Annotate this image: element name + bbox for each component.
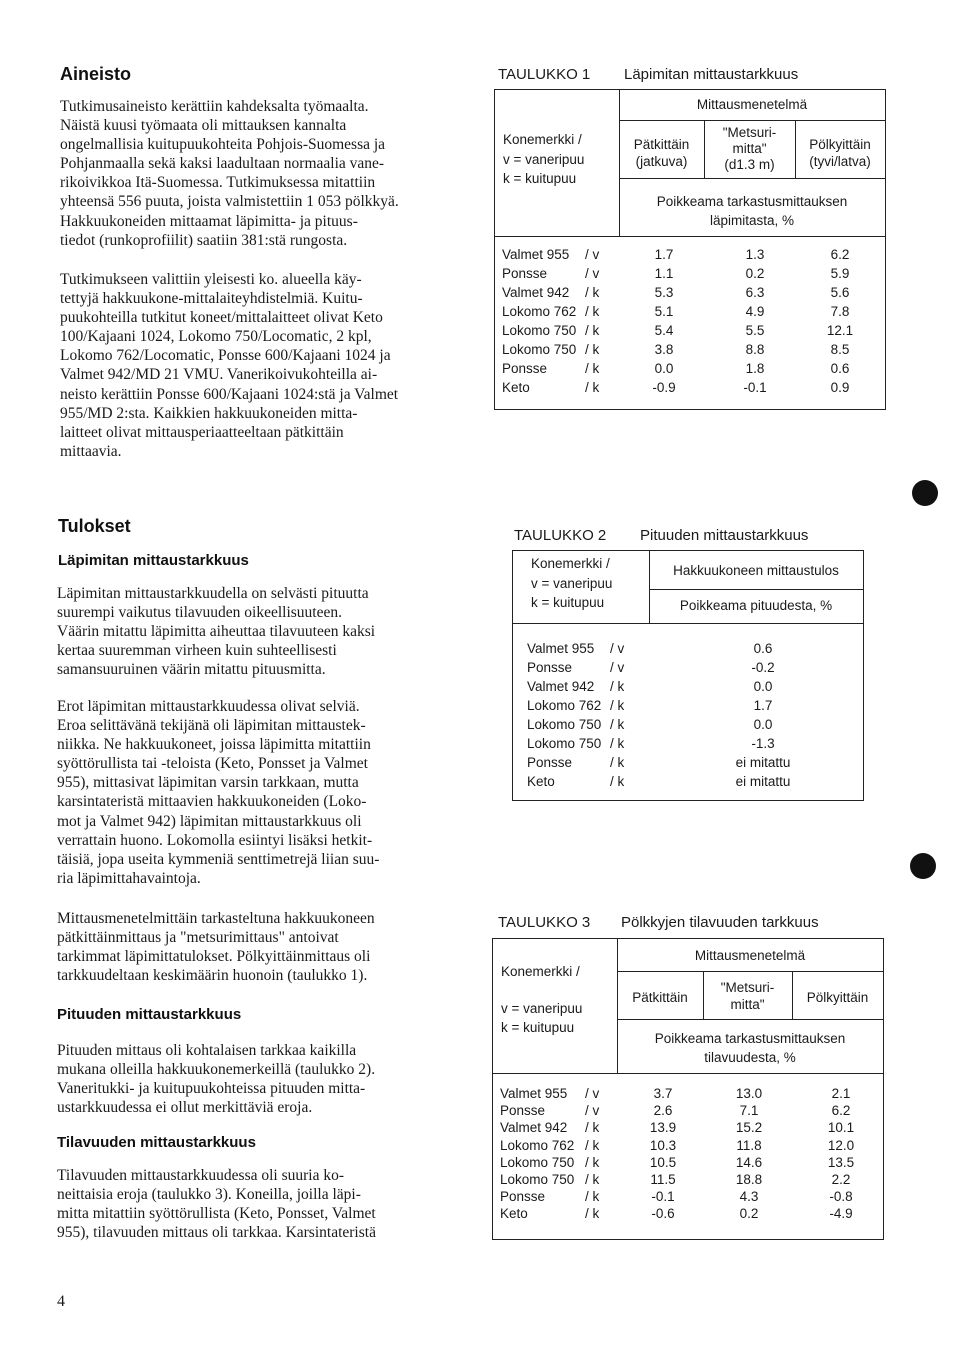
table2-type-column (610, 639, 640, 791)
tulokset-paragraph-5-line-3: mitta mitattiin syöttörullista (Keto, Ponsset, Valmet (57, 1205, 376, 1223)
table3-values-col-1-line-5: 10.5 (649, 1154, 677, 1170)
table3-values-col-1-line-2: 2.6 (653, 1103, 673, 1119)
table2-title: Pituuden mittaustarkkuus (640, 527, 809, 544)
table3-row-header-3: k = kuitupuu (501, 1020, 575, 1035)
tulokset-paragraph-5-line-2: neittaisia eroja (taulukko 3). Koneilla, joilla läpi- (57, 1186, 361, 1204)
aineisto-paragraph-2-line-5: Lokomo 762/Locomatic, Ponsse 600/Kajaani 1024 ja (60, 347, 391, 365)
aineisto-paragraph-1-line-8: tiedot (runkoprofiilit) saatiin 381:stä rungosta. (60, 231, 348, 249)
table2-values-column-line-5: 0.0 (753, 717, 773, 732)
table2-values-column-line-6: -1.3 (751, 736, 775, 751)
table2-row-header-line-2: v = vaneripuu (531, 575, 613, 591)
table3-values-col-2-line-3: 15.2 (735, 1120, 763, 1136)
tulokset-paragraph-4-line-3: Vaneritukki- ja kuitupuukohteissa pituuden mitta- (57, 1080, 366, 1098)
tulokset-paragraph-2-line-1: Erot läpimitan mittaustarkkuudessa olivat selviä. (57, 698, 360, 715)
tulokset-paragraph-2-line-5: 955), mittasivat läpimitan varsin tarkkaan, mutta (57, 774, 359, 792)
table3-type-column-line-4: / k (585, 1137, 600, 1153)
table1-values-col-1-line-1: 1.7 (654, 247, 674, 262)
tulokset-paragraph-3-line-2: pätkittäinmittaus ja "metsurimittaus" antoivat (57, 929, 339, 947)
table3-values-col-3-line-1: 2.1 (831, 1086, 851, 1101)
aineisto-paragraph-2-line-3: puukohteilla tutkitut koneet/mittalaitteet olivat Keto (60, 309, 383, 327)
aineisto-paragraph-2-line-9: laitteet olivat mittausperiaatteeltaan pätkittäin (60, 423, 344, 441)
table2-values-column-line-2: -0.2 (751, 660, 775, 675)
table1-values-col-1-line-2: 1.1 (654, 266, 674, 281)
section-title-aineisto: Aineisto (60, 64, 132, 84)
tulokset-paragraph-2 (57, 697, 451, 888)
table1 (494, 89, 886, 410)
table2-type-column-line-1: / v (610, 641, 625, 656)
table3-type-column-line-8: / k (585, 1206, 600, 1222)
table1-values-col-2-line-3: 6.3 (745, 285, 765, 300)
table3-values-col-3-line-4: 12.0 (827, 1137, 855, 1153)
table1-machine-column (502, 245, 582, 397)
table1-type-column-line-1: / v (585, 247, 600, 262)
table2-type-column-line-7: / k (610, 755, 625, 770)
table3-values-col-2-line-8: 0.2 (739, 1206, 759, 1222)
table1-values-col-1-line-3: 5.3 (654, 285, 674, 300)
table1-values-col-2-line-4: 4.9 (745, 304, 765, 319)
table1-values-col-2-line-6: 8.8 (745, 342, 765, 357)
table1-col-header-1 (619, 136, 704, 170)
tulokset-paragraph-3 (57, 909, 451, 985)
table3-type-column-line-5: / k (585, 1154, 600, 1170)
table1-values-col-3-line-6: 8.5 (830, 342, 850, 357)
table1-values-col-2-line-2: 0.2 (745, 266, 765, 281)
table2-label: TAULUKKO 2 (514, 527, 607, 544)
table3-machine-column (500, 1085, 580, 1223)
table1-values-col-2-line-5: 5.5 (745, 323, 765, 338)
table3-values-col-1-line-1: 3.7 (653, 1086, 673, 1101)
aineisto-paragraph-2-line-7: neisto kerättiin Ponsse 600/Kajaani 1024:stä ja Valmet (60, 385, 399, 403)
table1-col-header-2-line-1: "Metsuri- (722, 125, 777, 140)
tulokset-paragraph-3-line-1: Mittausmenetelmittäin tarkasteltuna hakkuukoneen (57, 910, 375, 927)
tulokset-paragraph-1 (57, 584, 451, 679)
table1-machine-column-line-8: Keto (502, 380, 530, 395)
table2-values-column-line-1: 0.6 (753, 641, 773, 656)
table2-machine-column (527, 639, 607, 791)
tulokset-paragraph-4-line-1: Pituuden mittaus oli kohtalaisen tarkkaa kaikilla (57, 1042, 357, 1059)
table2-machine-column-line-5: Lokomo 750 (527, 717, 602, 732)
table2 (512, 550, 864, 801)
tulokset-paragraph-2-line-10: ria läpimittahavaintoja. (57, 869, 201, 887)
table2-type-column-line-8: / k (610, 774, 625, 789)
table1-machine-column-line-4: Lokomo 762 (502, 304, 577, 319)
table1-values-col-3 (805, 245, 875, 397)
table1-type-column-line-8: / k (585, 380, 600, 395)
table1-machine-column-line-7: Ponsse (502, 361, 548, 376)
table2-header-result: Hakkuukoneen mittaustulos (673, 563, 839, 578)
table1-values-col-1-line-7: 0.0 (654, 361, 674, 376)
table2-machine-column-line-6: Lokomo 750 (527, 736, 602, 751)
table1-col-header-3-line-2: (tyvi/latva) (809, 154, 871, 169)
table1-values-col-3-line-5: 12.1 (826, 323, 854, 338)
table2-row-header-line-1: Konemerkki / (531, 556, 610, 571)
table1-unit-header (619, 192, 885, 230)
tulokset-paragraph-4-line-2: mukana olleilla hakkuukonemerkeillä (taulukko 2). (57, 1061, 376, 1079)
table1-col-header-2-line-3: (d1.3 m) (724, 157, 775, 172)
table3-values-col-1-line-8: -0.6 (651, 1206, 675, 1222)
table3-col-header-2-line-1: "Metsuri- (720, 980, 775, 995)
table1-values-col-2-line-8: -0.1 (743, 380, 767, 395)
subsection-title-volume: Tilavuuden mittaustarkkuus (57, 1134, 256, 1151)
table1-machine-column-line-2: Ponsse (502, 266, 548, 281)
table1-label: TAULUKKO 1 (498, 66, 591, 83)
aineisto-paragraph-1-line-3: ongelmallisia kuitupuukohteita Pohjois-Suomessa ja (60, 136, 386, 154)
table3-col-header-3: Pölkyittäin (806, 990, 869, 1005)
page-number: 4 (57, 1293, 65, 1310)
tulokset-paragraph-2-line-2: Eroa selittävänä tekijänä oli läpimitan mittaustek- (57, 717, 366, 735)
table2-type-column-line-3: / k (610, 679, 625, 694)
table3-title: Pölkkyjen tilavuuden tarkkuus (621, 914, 819, 931)
table3-unit-header-line-2: tilavuudesta, % (704, 1050, 796, 1065)
table3-values-col-3-line-6: 2.2 (831, 1172, 851, 1188)
tulokset-paragraph-2-line-9: täisiä, jopa useita kymmeniä senttimetrejä liian suu- (57, 850, 380, 868)
tulokset-paragraph-1-line-1: Läpimitan mittaustarkkuudella on selvästi pituutta (57, 585, 369, 602)
table1-row-header-line-2: v = vaneripuu (503, 151, 585, 167)
table1-values-col-3-line-4: 7.8 (830, 304, 850, 319)
table3-values-col-3-line-3: 10.1 (827, 1120, 855, 1136)
tulokset-paragraph-1-line-3: Väärin mitattu läpimitta aiheuttaa tilavuuteen kaksi (57, 623, 376, 641)
table1-unit-header-line-2: läpimitasta, % (709, 213, 795, 228)
table3-values-col-3-line-8: -4.9 (829, 1206, 853, 1222)
table1-type-column (585, 245, 615, 397)
table1-values-col-2-line-1: 1.3 (745, 247, 765, 262)
table1-type-column-line-5: / k (585, 323, 600, 338)
tulokset-paragraph-5-line-4: 955), tilavuuden mittaus oli tarkkaa. Karsintateristä (57, 1224, 376, 1242)
table2-machine-column-line-3: Valmet 942 (527, 679, 595, 694)
aineisto-paragraph-1-line-5: rikoivikkoa Itä-Suomessa. Tutkimuksessa mitattiin (60, 174, 376, 192)
table3-machine-column-line-4: Lokomo 762 (500, 1137, 575, 1153)
aineisto-paragraph-2 (60, 270, 454, 461)
tulokset-paragraph-2-line-8: verrattain huono. Lokomolla esiintyi lisäksi hetkit- (57, 831, 373, 849)
table2-machine-column-line-4: Lokomo 762 (527, 698, 602, 713)
table1-title: Läpimitan mittaustarkkuus (624, 66, 799, 83)
tulokset-paragraph-4-line-4: ustarkkuudessa ei ollut merkittäviä eroja. (57, 1099, 313, 1117)
table3-values-col-2 (714, 1085, 784, 1223)
table3-machine-column-line-8: Keto (500, 1206, 528, 1222)
tulokset-paragraph-1-line-2: suurempi vaikutus tilavuuden oikeellisuuteen. (57, 604, 342, 622)
table1-unit-header-line-1: Poikkeama tarkastusmittauksen (656, 194, 848, 209)
table3-unit-header (617, 1029, 883, 1067)
table3-values-col-3-line-5: 13.5 (827, 1154, 855, 1170)
table1-values-col-2-line-7: 1.8 (745, 361, 765, 376)
tulokset-paragraph-3-line-3: tarkimmat läpimittatulokset. Pölkyittäinmittaus oli (57, 948, 371, 966)
table1-values-col-1 (629, 245, 699, 397)
table2-type-column-line-2: / v (610, 660, 625, 675)
table3-machine-column-line-5: Lokomo 750 (500, 1154, 575, 1170)
table1-col-header-2 (704, 125, 795, 173)
table3-values-col-3 (806, 1085, 876, 1223)
table2-values-column (713, 639, 813, 791)
table1-values-col-3-line-2: 5.9 (830, 266, 850, 281)
tulokset-paragraph-3-line-4: tarkkuudeltaan keskimäärin huonoin (taulukko 1). (57, 967, 368, 985)
table2-type-column-line-6: / k (610, 736, 625, 751)
table1-machine-column-line-3: Valmet 942 (502, 285, 570, 300)
table1-values-col-1-line-4: 5.1 (654, 304, 674, 319)
table1-row-header-line-1: Konemerkki / (503, 132, 582, 147)
tulokset-paragraph-5 (57, 1166, 451, 1242)
table3-values-col-1 (628, 1085, 698, 1223)
punch-hole-bottom (910, 853, 936, 879)
table3-values-col-2-line-5: 14.6 (735, 1154, 763, 1170)
table3-type-column-line-3: / k (585, 1120, 600, 1136)
table3 (492, 938, 884, 1240)
aineisto-paragraph-2-line-4: 100/Kajaani 1024, Lokomo 750/Locomatic, 2 kpl, (60, 328, 372, 346)
aineisto-paragraph-2-line-6: Valmet 942/MD 21 VMU. Vanerikoivukohteilla ai- (60, 366, 378, 384)
table1-type-column-line-7: / k (585, 361, 600, 376)
table1-values-col-2 (720, 245, 790, 397)
aineisto-paragraph-2-line-10: mittaavia. (60, 442, 122, 460)
table3-col-header-2 (703, 979, 792, 1013)
table3-values-col-3-line-7: -0.8 (829, 1189, 853, 1205)
tulokset-paragraph-2-line-3: niikka. Ne hakkuukoneet, joissa läpimitta mitattiin (57, 736, 371, 754)
table1-values-col-3-line-8: 0.9 (830, 380, 850, 395)
table3-col-header-1: Pätkittäin (632, 990, 688, 1005)
table3-values-col-1-line-3: 13.9 (649, 1120, 677, 1136)
table1-type-column-line-2: / v (585, 266, 600, 281)
table3-machine-column-line-6: Lokomo 750 (500, 1172, 575, 1188)
table1-values-col-3-line-3: 5.6 (830, 285, 850, 300)
table2-values-column-line-3: 0.0 (753, 679, 773, 694)
table1-col-header-3-line-1: Pölkyittäin (809, 137, 871, 152)
table1-type-column-line-6: / k (585, 342, 600, 357)
aineisto-paragraph-2-line-8: 955/MD 2:sta. Kaikkien hakkuukoneiden mitta- (60, 404, 358, 422)
table3-values-col-2-line-1: 13.0 (735, 1086, 763, 1101)
table3-label: TAULUKKO 3 (498, 914, 591, 931)
table2-values-column-line-7: ei mitattu (735, 755, 791, 770)
table1-row-header-line-3: k = kuitupuu (503, 171, 577, 186)
table3-type-column-line-1: / v (585, 1086, 600, 1101)
table1-values-col-1-line-6: 3.8 (654, 342, 674, 357)
table3-group-header: Mittausmenetelmä (694, 948, 806, 963)
tulokset-paragraph-1-line-4: kertaa suuremman virheen kuin suhteellisesti (57, 642, 337, 660)
table3-type-column-line-7: / k (585, 1189, 600, 1205)
table2-machine-column-line-8: Keto (527, 774, 555, 789)
aineisto-paragraph-1-line-4: Pohjanmaalla sekä kaksi laadultaan normaalia vane- (60, 155, 385, 173)
table1-values-col-1-line-8: -0.9 (652, 380, 676, 395)
table2-row-header (531, 554, 647, 613)
aineisto-paragraph-1-line-7: Hakkuukoneiden mittaamat läpimitta- ja pituus- (60, 212, 358, 230)
table1-machine-column-line-6: Lokomo 750 (502, 342, 577, 357)
table1-values-col-3-line-1: 6.2 (830, 247, 850, 262)
table1-col-header-1-line-2: (jatkuva) (635, 154, 688, 169)
table1-col-header-1-line-1: Pätkittäin (633, 137, 690, 152)
tulokset-paragraph-1-line-5: samansuuruinen väärin mitattu pituusmitta. (57, 661, 326, 679)
table3-row-header-1: Konemerkki / (501, 964, 580, 979)
table2-values-column-line-4: 1.7 (753, 698, 773, 713)
table1-values-col-3-line-7: 0.6 (830, 361, 850, 376)
table3-col-header-2-line-2: mitta" (730, 997, 765, 1012)
table1-row-header (503, 130, 617, 189)
table3-values-col-1-line-6: 11.5 (650, 1172, 676, 1188)
table1-values-col-1-line-5: 5.4 (654, 323, 674, 338)
table3-values-col-2-line-6: 18.8 (735, 1172, 763, 1188)
table3-machine-column-line-1: Valmet 955 (500, 1086, 568, 1101)
subsection-title-diameter: Läpimitan mittaustarkkuus (58, 552, 249, 569)
table2-machine-column-line-2: Ponsse (527, 660, 573, 675)
table2-machine-column-line-1: Valmet 955 (527, 641, 595, 656)
table3-type-column (585, 1085, 615, 1223)
tulokset-paragraph-5-line-1: Tilavuuden mittaustarkkuudessa oli suuria ko- (57, 1167, 345, 1184)
table1-col-header-3 (795, 136, 885, 170)
table1-type-column-line-4: / k (585, 304, 600, 319)
table1-col-header-2-line-2: mitta" (732, 141, 767, 156)
table2-header-deviation: Poikkeama pituudesta, % (679, 598, 833, 613)
table1-machine-column-line-5: Lokomo 750 (502, 323, 577, 338)
subsection-title-length: Pituuden mittaustarkkuus (57, 1006, 242, 1023)
section-title-tulokset: Tulokset (58, 516, 131, 536)
table3-values-col-2-line-4: 11.8 (736, 1137, 762, 1153)
aineisto-paragraph-1 (60, 97, 454, 250)
table3-unit-header-line-1: Poikkeama tarkastusmittauksen (654, 1031, 846, 1046)
tulokset-paragraph-2-line-7: mot ja Valmet 942) läpimitan mittaustarkkuus oli (57, 812, 362, 830)
table2-machine-column-line-7: Ponsse (527, 755, 573, 770)
table3-row-header-2: v = vaneripuu (501, 1001, 583, 1016)
aineisto-paragraph-2-line-2: tettyjä hakkuukone-mittalaiteyhdistelmiä. Kuitu- (60, 290, 363, 308)
tulokset-paragraph-4 (57, 1041, 451, 1117)
table3-values-col-3-line-2: 6.2 (831, 1103, 851, 1119)
table3-machine-column-line-3: Valmet 942 (500, 1120, 568, 1136)
aineisto-paragraph-1-line-6: yhteensä 556 puuta, joista valmistettiin 1 053 pölkkyä. (60, 193, 399, 211)
table3-type-column-line-6: / k (585, 1172, 600, 1188)
table2-type-column-line-4: / k (610, 698, 625, 713)
table1-type-column-line-3: / k (585, 285, 600, 300)
table2-values-column-line-8: ei mitattu (735, 774, 791, 789)
table3-values-col-2-line-7: 4.3 (739, 1189, 759, 1205)
table1-group-header: Mittausmenetelmä (696, 97, 808, 112)
table3-machine-column-line-2: Ponsse (500, 1103, 546, 1119)
tulokset-paragraph-2-line-4: syöttörullista tai -teloista (Keto, Ponsset ja Valmet (57, 755, 368, 773)
aineisto-paragraph-1-line-1: Tutkimusaineisto kerättiin kahdeksalta työmaalta. (60, 98, 369, 115)
table3-values-col-2-line-2: 7.1 (739, 1103, 759, 1119)
punch-hole-top (912, 480, 938, 506)
table1-machine-column-line-1: Valmet 955 (502, 247, 570, 262)
table3-values-col-1-line-4: 10.3 (649, 1137, 677, 1153)
table2-type-column-line-5: / k (610, 717, 625, 732)
aineisto-paragraph-1-line-2: Näistä kuusi työmaata oli mittauksen kannalta (60, 117, 347, 135)
table3-values-col-1-line-7: -0.1 (651, 1189, 675, 1205)
aineisto-paragraph-2-line-1: Tutkimukseen valittiin yleisesti ko. alueella käy- (60, 271, 362, 288)
table2-row-header-line-3: k = kuitupuu (531, 595, 605, 610)
table3-machine-column-line-7: Ponsse (500, 1189, 546, 1205)
tulokset-paragraph-2-line-6: karsintateristä mittaavien hakkuukoneiden (Loko- (57, 793, 367, 811)
table3-type-column-line-2: / v (585, 1103, 600, 1119)
